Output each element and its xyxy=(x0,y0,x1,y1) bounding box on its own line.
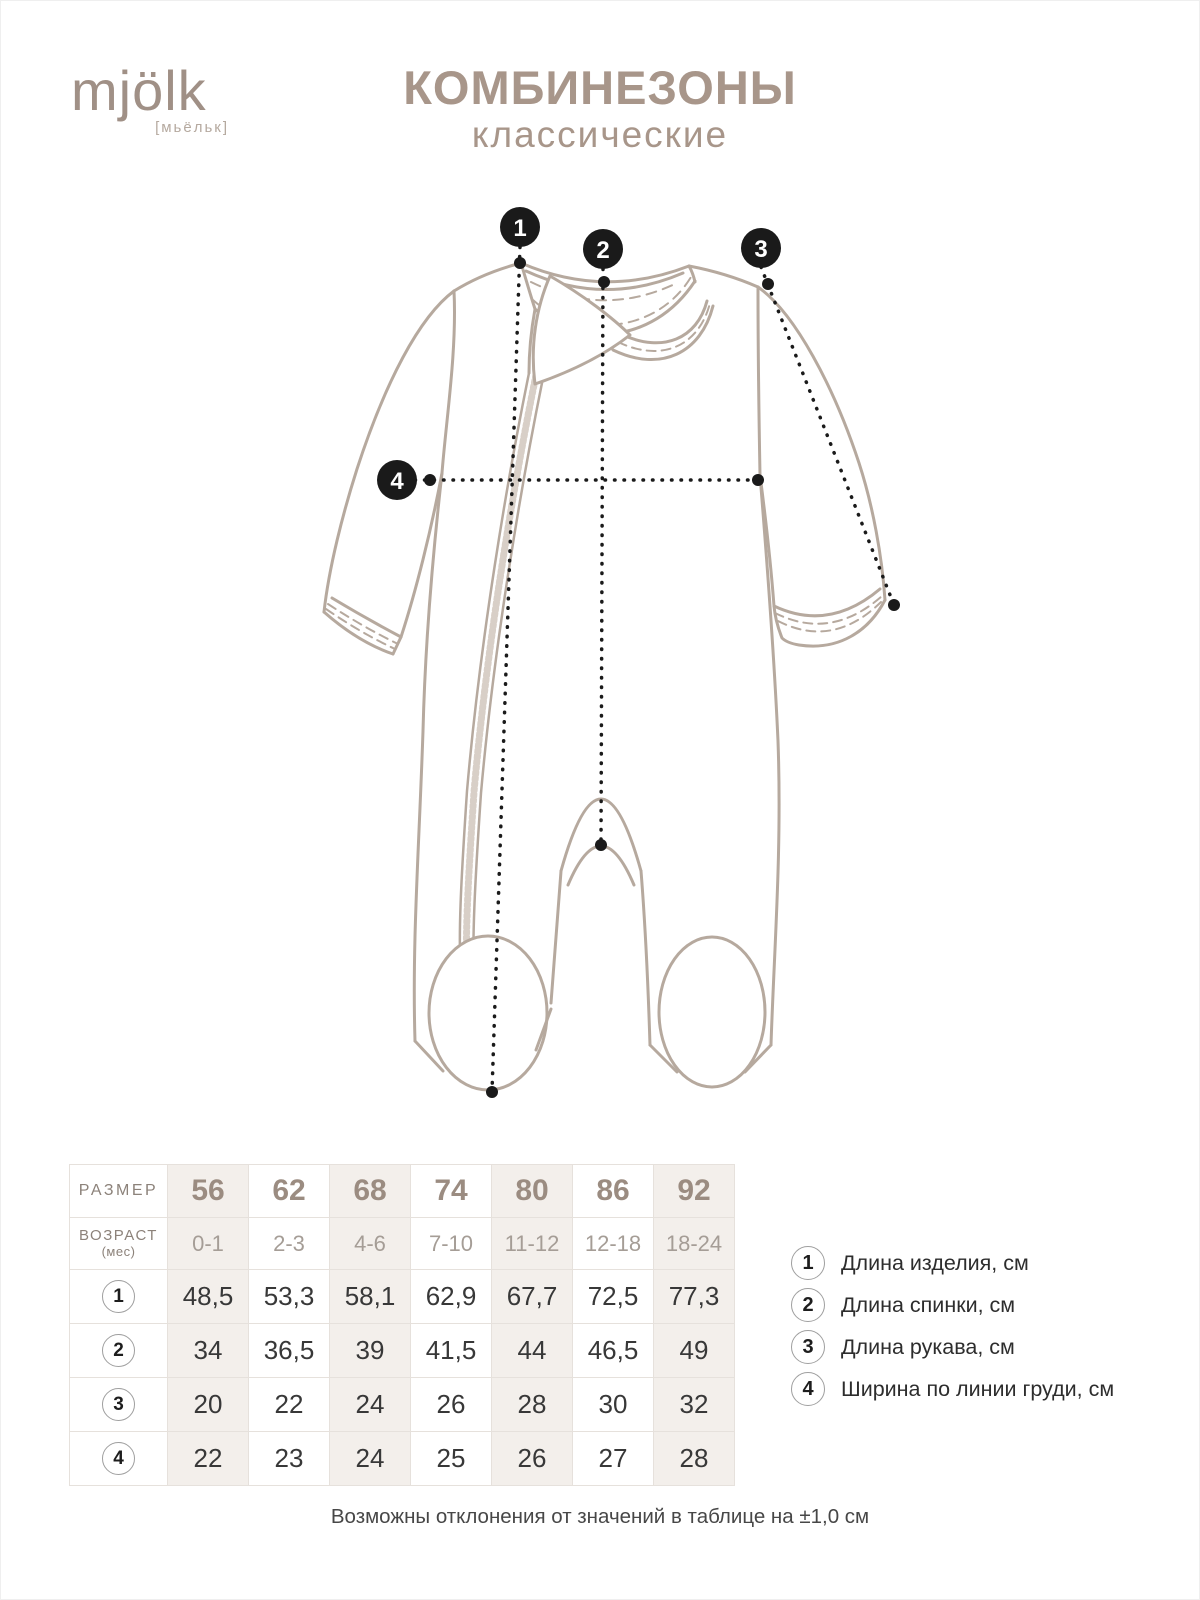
value-cell: 72,5 xyxy=(573,1270,654,1324)
size-table xyxy=(69,1164,735,1486)
row-marker-cell xyxy=(70,1432,168,1486)
marker-1-icon xyxy=(500,207,540,247)
size-col-80: 80 xyxy=(492,1165,573,1218)
value-cell: 23 xyxy=(249,1432,330,1486)
value-cell: 28 xyxy=(654,1432,735,1486)
circled-number-1-icon: 1 xyxy=(102,1280,135,1313)
age-cell: 4-6 xyxy=(330,1218,411,1270)
row-marker-cell xyxy=(70,1324,168,1378)
size-col-56: 56 xyxy=(168,1165,249,1218)
size-col-92: 92 xyxy=(654,1165,735,1218)
size-col-68: 68 xyxy=(330,1165,411,1218)
age-cell: 7-10 xyxy=(411,1218,492,1270)
svg-text:1: 1 xyxy=(513,215,527,242)
page-title: КОМБИНЕЗОНЫ xyxy=(403,61,797,114)
value-cell: 62,9 xyxy=(411,1270,492,1324)
value-cell: 44 xyxy=(492,1324,573,1378)
measure-line-3 xyxy=(761,267,894,605)
circled-number-2-icon: 2 xyxy=(791,1288,825,1322)
circled-number-3-icon: 3 xyxy=(102,1388,135,1421)
circled-number-2-icon: 2 xyxy=(102,1334,135,1367)
value-cell: 22 xyxy=(168,1432,249,1486)
table-row-measure-4 xyxy=(70,1432,735,1486)
age-cell: 12-18 xyxy=(573,1218,654,1270)
circled-number-3-icon: 3 xyxy=(791,1330,825,1364)
value-cell: 46,5 xyxy=(573,1324,654,1378)
value-cell: 24 xyxy=(330,1432,411,1486)
size-header-label: РАЗМЕР xyxy=(78,1182,159,1199)
legend-label: Длина изделия, см xyxy=(841,1250,1029,1275)
value-cell: 48,5 xyxy=(168,1270,249,1324)
size-col-74: 74 xyxy=(411,1165,492,1218)
age-cell: 11-12 xyxy=(492,1218,573,1270)
svg-text:2: 2 xyxy=(596,237,610,264)
value-cell: 34 xyxy=(168,1324,249,1378)
value-cell: 39 xyxy=(330,1324,411,1378)
table-row-measure-1 xyxy=(70,1270,735,1324)
value-cell: 24 xyxy=(330,1378,411,1432)
age-header-label: ВОЗРАСТ (мес) xyxy=(79,1227,158,1259)
brand-logo-text: mjölk xyxy=(71,59,207,122)
value-cell: 26 xyxy=(411,1378,492,1432)
page-subtitle: классические xyxy=(471,114,729,156)
svg-text:3: 3 xyxy=(754,236,768,263)
legend xyxy=(791,1242,1114,1410)
age-cell: 0-1 xyxy=(168,1218,249,1270)
age-cell: 2-3 xyxy=(249,1218,330,1270)
table-row-ages xyxy=(70,1218,735,1270)
value-cell: 26 xyxy=(492,1432,573,1486)
value-cell: 41,5 xyxy=(411,1324,492,1378)
table-row-measure-2 xyxy=(70,1324,735,1378)
value-cell: 36,5 xyxy=(249,1324,330,1378)
size-col-62: 62 xyxy=(249,1165,330,1218)
table-row-sizes xyxy=(70,1165,735,1218)
value-cell: 28 xyxy=(492,1378,573,1432)
tolerance-note: Возможны отклонения от значений в таблице на ±1,0 см xyxy=(330,1505,870,1528)
svg-text:4: 4 xyxy=(390,468,404,495)
circled-number-4-icon: 4 xyxy=(102,1442,135,1475)
row-marker-cell xyxy=(70,1378,168,1432)
value-cell: 49 xyxy=(654,1324,735,1378)
value-cell: 20 xyxy=(168,1378,249,1432)
value-cell: 67,7 xyxy=(492,1270,573,1324)
legend-item-1 xyxy=(791,1242,1114,1284)
value-cell: 32 xyxy=(654,1378,735,1432)
value-cell: 25 xyxy=(411,1432,492,1486)
age-cell: 18-24 xyxy=(654,1218,735,1270)
marker-4-icon xyxy=(377,460,417,500)
legend-item-3 xyxy=(791,1326,1114,1368)
value-cell: 77,3 xyxy=(654,1270,735,1324)
value-cell: 22 xyxy=(249,1378,330,1432)
value-cell: 53,3 xyxy=(249,1270,330,1324)
circled-number-1-icon: 1 xyxy=(791,1246,825,1280)
measure-line-2 xyxy=(601,269,603,845)
value-cell: 58,1 xyxy=(330,1270,411,1324)
legend-label: Длина спинки, см xyxy=(841,1292,1016,1317)
table-row-measure-3 xyxy=(70,1378,735,1432)
legend-label: Длина рукава, см xyxy=(841,1334,1015,1359)
romper-outline-icon xyxy=(324,263,885,1090)
marker-2-icon xyxy=(583,229,623,269)
value-cell: 27 xyxy=(573,1432,654,1486)
legend-label: Ширина по линии груди, см xyxy=(841,1376,1115,1401)
row-marker-cell xyxy=(70,1270,168,1324)
brand-logo-transcription: [мьёльк] xyxy=(155,119,229,136)
legend-item-2 xyxy=(791,1284,1114,1326)
size-col-86: 86 xyxy=(573,1165,654,1218)
legend-item-4 xyxy=(791,1368,1114,1410)
circled-number-4-icon: 4 xyxy=(791,1372,825,1406)
value-cell: 30 xyxy=(573,1378,654,1432)
marker-3-icon xyxy=(741,228,781,268)
